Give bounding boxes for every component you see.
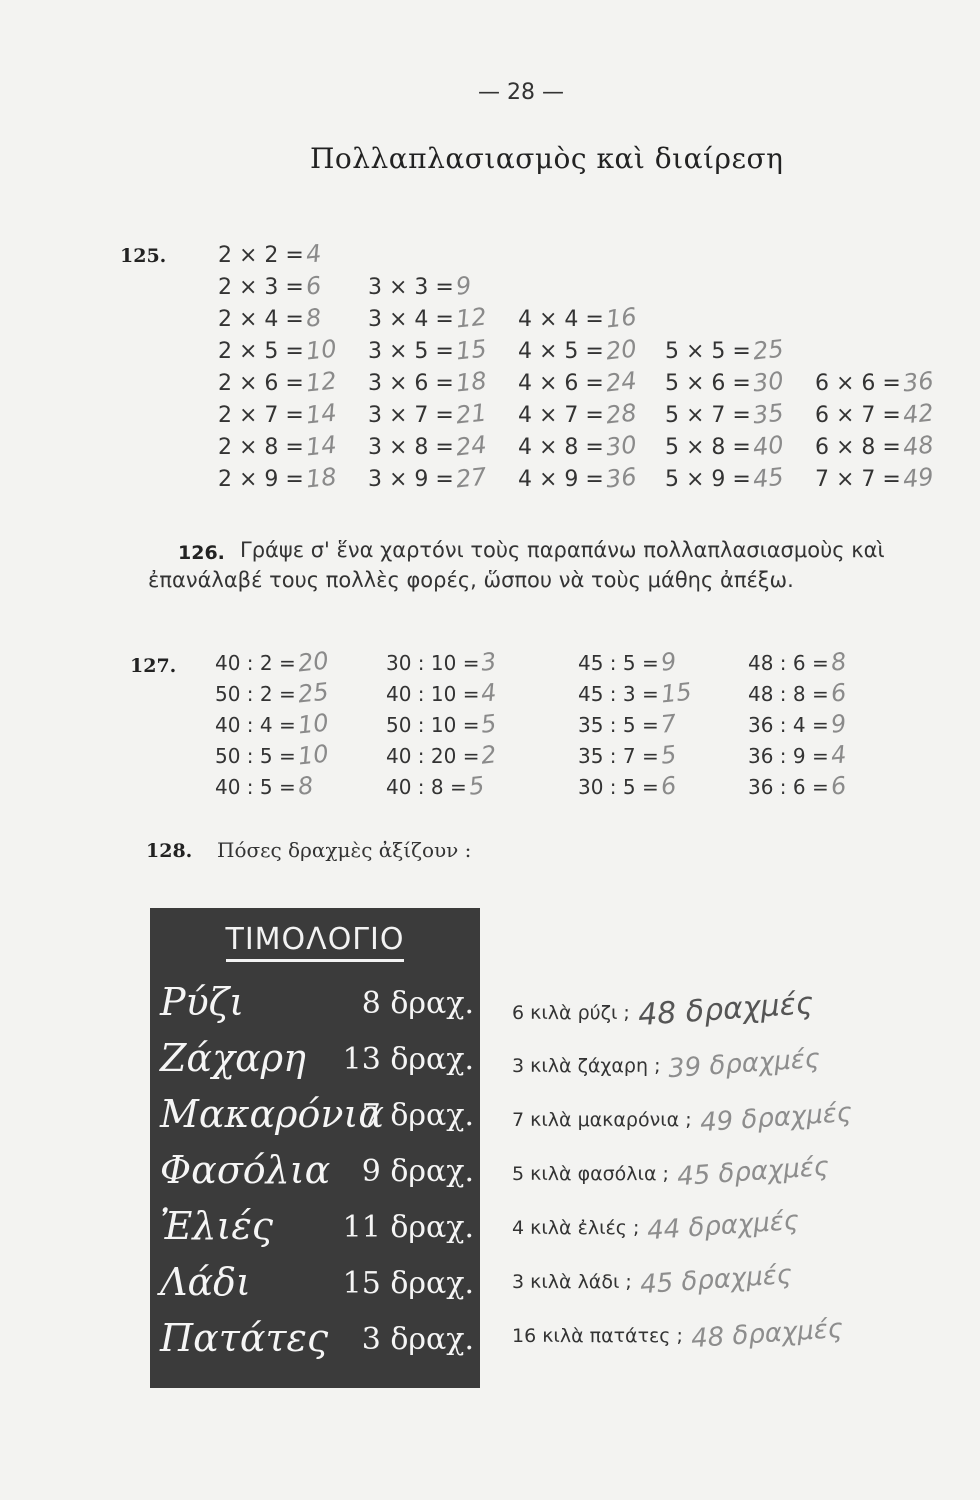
handwritten-answer: 9 [454, 271, 473, 301]
multiplication-equation [218, 366, 336, 398]
equation-question: 2 × 8 = [218, 435, 304, 460]
handwritten-answer: 30 [751, 366, 785, 398]
handwritten-answer: 9 [829, 709, 848, 739]
price-board-row [160, 1204, 478, 1260]
handwritten-answer: 48 δραχμές [636, 985, 815, 1034]
product-name: Φασόλια [160, 1148, 331, 1192]
division-equation [386, 739, 497, 771]
division-equation [578, 677, 691, 709]
division-equation [386, 770, 484, 802]
multiplication-equation [368, 270, 471, 302]
division-equation [748, 770, 846, 802]
equation-question: 6 × 7 = [815, 403, 901, 428]
equation-question: 5 × 6 = [665, 371, 751, 396]
price-board-row [160, 1092, 478, 1148]
handwritten-answer: 49 [901, 462, 935, 494]
handwritten-answer: 49 δραχμές [698, 1097, 853, 1139]
handwritten-answer: 6 [659, 771, 678, 801]
purchase-question-row [512, 1044, 821, 1084]
equation-question: 4 × 5 = [518, 339, 604, 364]
purchase-question-row [512, 1098, 852, 1138]
handwritten-answer: 15 [659, 677, 693, 709]
equation-question: 5 × 7 = [665, 403, 751, 428]
multiplication-equation [665, 398, 783, 430]
purchase-question: 4 κιλὰ ἐλιές ; [512, 1217, 640, 1239]
page-number: — 28 — [478, 80, 564, 105]
handwritten-answer: 20 [296, 646, 330, 678]
handwritten-answer: 36 [604, 462, 638, 494]
handwritten-answer: 15 [454, 334, 488, 366]
multiplication-equation [368, 398, 486, 430]
handwritten-answer: 45 δραχμές [638, 1259, 793, 1301]
equation-question: 3 × 6 = [368, 371, 454, 396]
multiplication-equation [518, 462, 636, 494]
equation-question: 40 : 20 = [386, 744, 480, 768]
handwritten-answer: 8 [304, 303, 323, 333]
multiplication-equation [518, 302, 636, 334]
equation-question: 4 × 7 = [518, 403, 604, 428]
equation-question: 2 × 2 = [218, 243, 304, 268]
equation-question: 4 × 4 = [518, 307, 604, 332]
handwritten-answer: 21 [454, 398, 488, 430]
product-price: 7 δραχ. [361, 1098, 474, 1133]
handwritten-answer: 28 [604, 398, 638, 430]
purchase-question-row [512, 1152, 829, 1192]
product-price: 3 δραχ. [361, 1322, 474, 1357]
handwritten-answer: 12 [304, 366, 338, 398]
division-equation [215, 708, 328, 740]
equation-question: 6 × 8 = [815, 435, 901, 460]
equation-question: 5 × 5 = [665, 339, 751, 364]
handwritten-answer: 25 [751, 334, 785, 366]
handwritten-answer: 40 [751, 430, 785, 462]
multiplication-equation [218, 270, 321, 302]
product-price: 11 δραχ. [342, 1210, 474, 1245]
purchase-question: 6 κιλὰ ρύζι ; [512, 1002, 630, 1024]
handwritten-answer: 20 [604, 334, 638, 366]
multiplication-equation [815, 462, 933, 494]
product-name: Ἐλιές [160, 1204, 274, 1248]
equation-question: 45 : 5 = [578, 651, 659, 675]
handwritten-answer: 48 δραχμές [690, 1313, 844, 1355]
exercise-126-number: 126. [178, 542, 225, 564]
handwritten-answer: 45 δραχμές [676, 1151, 830, 1193]
multiplication-equation [518, 334, 636, 366]
equation-question: 5 × 9 = [665, 467, 751, 492]
multiplication-equation [218, 238, 321, 270]
equation-question: 48 : 6 = [748, 651, 829, 675]
division-equation [578, 708, 676, 740]
multiplication-equation [368, 462, 486, 494]
multiplication-equation [518, 398, 636, 430]
handwritten-answer: 25 [296, 677, 330, 709]
purchase-question-row [512, 1206, 800, 1246]
handwritten-answer: 39 δραχμές [667, 1043, 822, 1085]
exercise-125-number: 125. [120, 245, 167, 267]
equation-question: 40 : 8 = [386, 775, 467, 799]
equation-question: 50 : 10 = [386, 713, 480, 737]
purchase-question: 3 κιλὰ λάδι ; [512, 1271, 632, 1293]
handwritten-answer: 3 [480, 647, 499, 677]
handwritten-answer: 44 δραχμές [646, 1205, 801, 1247]
multiplication-equation [368, 302, 486, 334]
equation-question: 3 × 9 = [368, 467, 454, 492]
multiplication-equation [815, 398, 933, 430]
division-equation [578, 646, 676, 678]
handwritten-answer: 10 [304, 334, 338, 366]
price-board [150, 908, 480, 1388]
equation-question: 3 × 3 = [368, 275, 454, 300]
handwritten-answer: 30 [604, 430, 638, 462]
equation-question: 50 : 5 = [215, 744, 296, 768]
price-board-row [160, 1036, 478, 1092]
equation-question: 2 × 3 = [218, 275, 304, 300]
equation-question: 2 × 6 = [218, 371, 304, 396]
handwritten-answer: 6 [829, 771, 848, 801]
division-equation [748, 708, 846, 740]
equation-question: 3 × 7 = [368, 403, 454, 428]
equation-question: 5 × 8 = [665, 435, 751, 460]
handwritten-answer: 5 [480, 709, 499, 739]
multiplication-equation [218, 462, 336, 494]
product-price: 15 δραχ. [342, 1266, 474, 1301]
equation-question: 3 × 8 = [368, 435, 454, 460]
handwritten-answer: 10 [296, 708, 330, 740]
purchase-question: 7 κιλὰ μακαρόνια ; [512, 1109, 692, 1131]
handwritten-answer: 2 [480, 740, 499, 770]
equation-question: 48 : 8 = [748, 682, 829, 706]
equation-question: 45 : 3 = [578, 682, 659, 706]
division-equation [386, 708, 497, 740]
division-equation [748, 646, 846, 678]
equation-question: 30 : 5 = [578, 775, 659, 799]
multiplication-equation [368, 430, 486, 462]
multiplication-equation [368, 366, 486, 398]
handwritten-answer: 6 [829, 678, 848, 708]
multiplication-equation [218, 302, 321, 334]
division-equation [215, 770, 313, 802]
equation-question: 2 × 5 = [218, 339, 304, 364]
division-equation [748, 739, 846, 771]
handwritten-answer: 10 [296, 739, 330, 771]
handwritten-answer: 9 [659, 647, 678, 677]
equation-question: 40 : 10 = [386, 682, 480, 706]
product-price: 8 δραχ. [361, 986, 474, 1021]
purchase-question: 3 κιλὰ ζάχαρη ; [512, 1055, 661, 1077]
price-board-title: ΤΙΜΟΛΟΓΙΟ [150, 922, 480, 957]
exercise-128-question: Πόσες δραχμὲς ἀξίζουν : [217, 838, 472, 862]
price-board-row [160, 980, 478, 1036]
division-equation [578, 770, 676, 802]
division-equation [386, 646, 497, 678]
equation-question: 4 × 9 = [518, 467, 604, 492]
division-equation [215, 677, 328, 709]
equation-question: 36 : 4 = [748, 713, 829, 737]
equation-question: 30 : 10 = [386, 651, 480, 675]
multiplication-equation [518, 366, 636, 398]
handwritten-answer: 18 [304, 462, 338, 494]
equation-question: 3 × 4 = [368, 307, 454, 332]
exercise-128-number: 128. [146, 840, 193, 862]
product-name: Ρύζι [160, 980, 245, 1024]
price-board-row [160, 1148, 478, 1204]
equation-question: 2 × 7 = [218, 403, 304, 428]
equation-question: 6 × 6 = [815, 371, 901, 396]
handwritten-answer: 12 [454, 302, 488, 334]
exercise-126-line1: Γράψε σ' ἕνα χαρτόνι τοὺς παραπάνω πολλαπλασιασμοὺς καὶ [240, 538, 885, 562]
equation-question: 40 : 4 = [215, 713, 296, 737]
equation-question: 40 : 2 = [215, 651, 296, 675]
handwritten-answer: 14 [304, 398, 338, 430]
purchase-question: 5 κιλὰ φασόλια ; [512, 1163, 669, 1185]
multiplication-equation [665, 462, 783, 494]
multiplication-equation [368, 334, 486, 366]
equation-question: 2 × 9 = [218, 467, 304, 492]
handwritten-answer: 16 [604, 302, 638, 334]
handwritten-answer: 48 [901, 430, 935, 462]
equation-question: 50 : 2 = [215, 682, 296, 706]
purchase-question-row [512, 1260, 792, 1300]
multiplication-equation [665, 430, 783, 462]
equation-question: 4 × 6 = [518, 371, 604, 396]
equation-question: 36 : 6 = [748, 775, 829, 799]
product-name: Μακαρόνια [160, 1092, 385, 1136]
handwritten-answer: 5 [467, 771, 486, 801]
handwritten-answer: 6 [304, 271, 323, 301]
handwritten-answer: 14 [304, 430, 338, 462]
multiplication-equation [518, 430, 636, 462]
product-name: Λάδι [160, 1260, 251, 1304]
purchase-question: 16 κιλὰ πατάτες ; [512, 1325, 683, 1347]
equation-question: 2 × 4 = [218, 307, 304, 332]
equation-question: 7 × 7 = [815, 467, 901, 492]
multiplication-equation [815, 430, 933, 462]
handwritten-answer: 36 [901, 366, 935, 398]
multiplication-equation [665, 334, 783, 366]
handwritten-answer: 4 [829, 740, 848, 770]
multiplication-equation [815, 366, 933, 398]
product-name: Πατάτες [160, 1316, 329, 1360]
division-equation [578, 739, 676, 771]
purchase-question-row [512, 985, 815, 1034]
division-equation [215, 739, 328, 771]
product-price: 13 δραχ. [342, 1042, 474, 1077]
handwritten-answer: 8 [296, 771, 315, 801]
handwritten-answer: 35 [751, 398, 785, 430]
multiplication-equation [218, 398, 336, 430]
handwritten-answer: 42 [901, 398, 935, 430]
exercise-126-line2: ἐπανάλαβέ τους πολλὲς φορές, ὥσπου νὰ τοὺς μάθης ἀπέξω. [148, 568, 794, 592]
equation-question: 40 : 5 = [215, 775, 296, 799]
product-name: Ζάχαρη [160, 1036, 306, 1080]
handwritten-answer: 24 [604, 366, 638, 398]
handwritten-answer: 8 [829, 647, 848, 677]
product-price: 9 δραχ. [361, 1154, 474, 1189]
handwritten-answer: 24 [454, 430, 488, 462]
price-board-row [160, 1260, 478, 1316]
equation-question: 3 × 5 = [368, 339, 454, 364]
page-title: Πολλαπλασιασμὸς καὶ διαίρεση [310, 142, 784, 175]
equation-question: 35 : 7 = [578, 744, 659, 768]
handwritten-answer: 5 [659, 740, 678, 770]
handwritten-answer: 4 [304, 239, 323, 269]
handwritten-answer: 27 [454, 462, 488, 494]
multiplication-equation [665, 366, 783, 398]
division-equation [386, 677, 497, 709]
equation-question: 4 × 8 = [518, 435, 604, 460]
handwritten-answer: 18 [454, 366, 488, 398]
handwritten-answer: 45 [751, 462, 785, 494]
handwritten-answer: 4 [480, 678, 499, 708]
multiplication-equation [218, 334, 336, 366]
multiplication-equation [218, 430, 336, 462]
equation-question: 36 : 9 = [748, 744, 829, 768]
division-equation [215, 646, 328, 678]
division-equation [748, 677, 846, 709]
exercise-127-number: 127. [130, 655, 177, 677]
equation-question: 35 : 5 = [578, 713, 659, 737]
price-board-row [160, 1316, 478, 1372]
handwritten-answer: 7 [659, 709, 678, 739]
purchase-question-row [512, 1314, 843, 1354]
